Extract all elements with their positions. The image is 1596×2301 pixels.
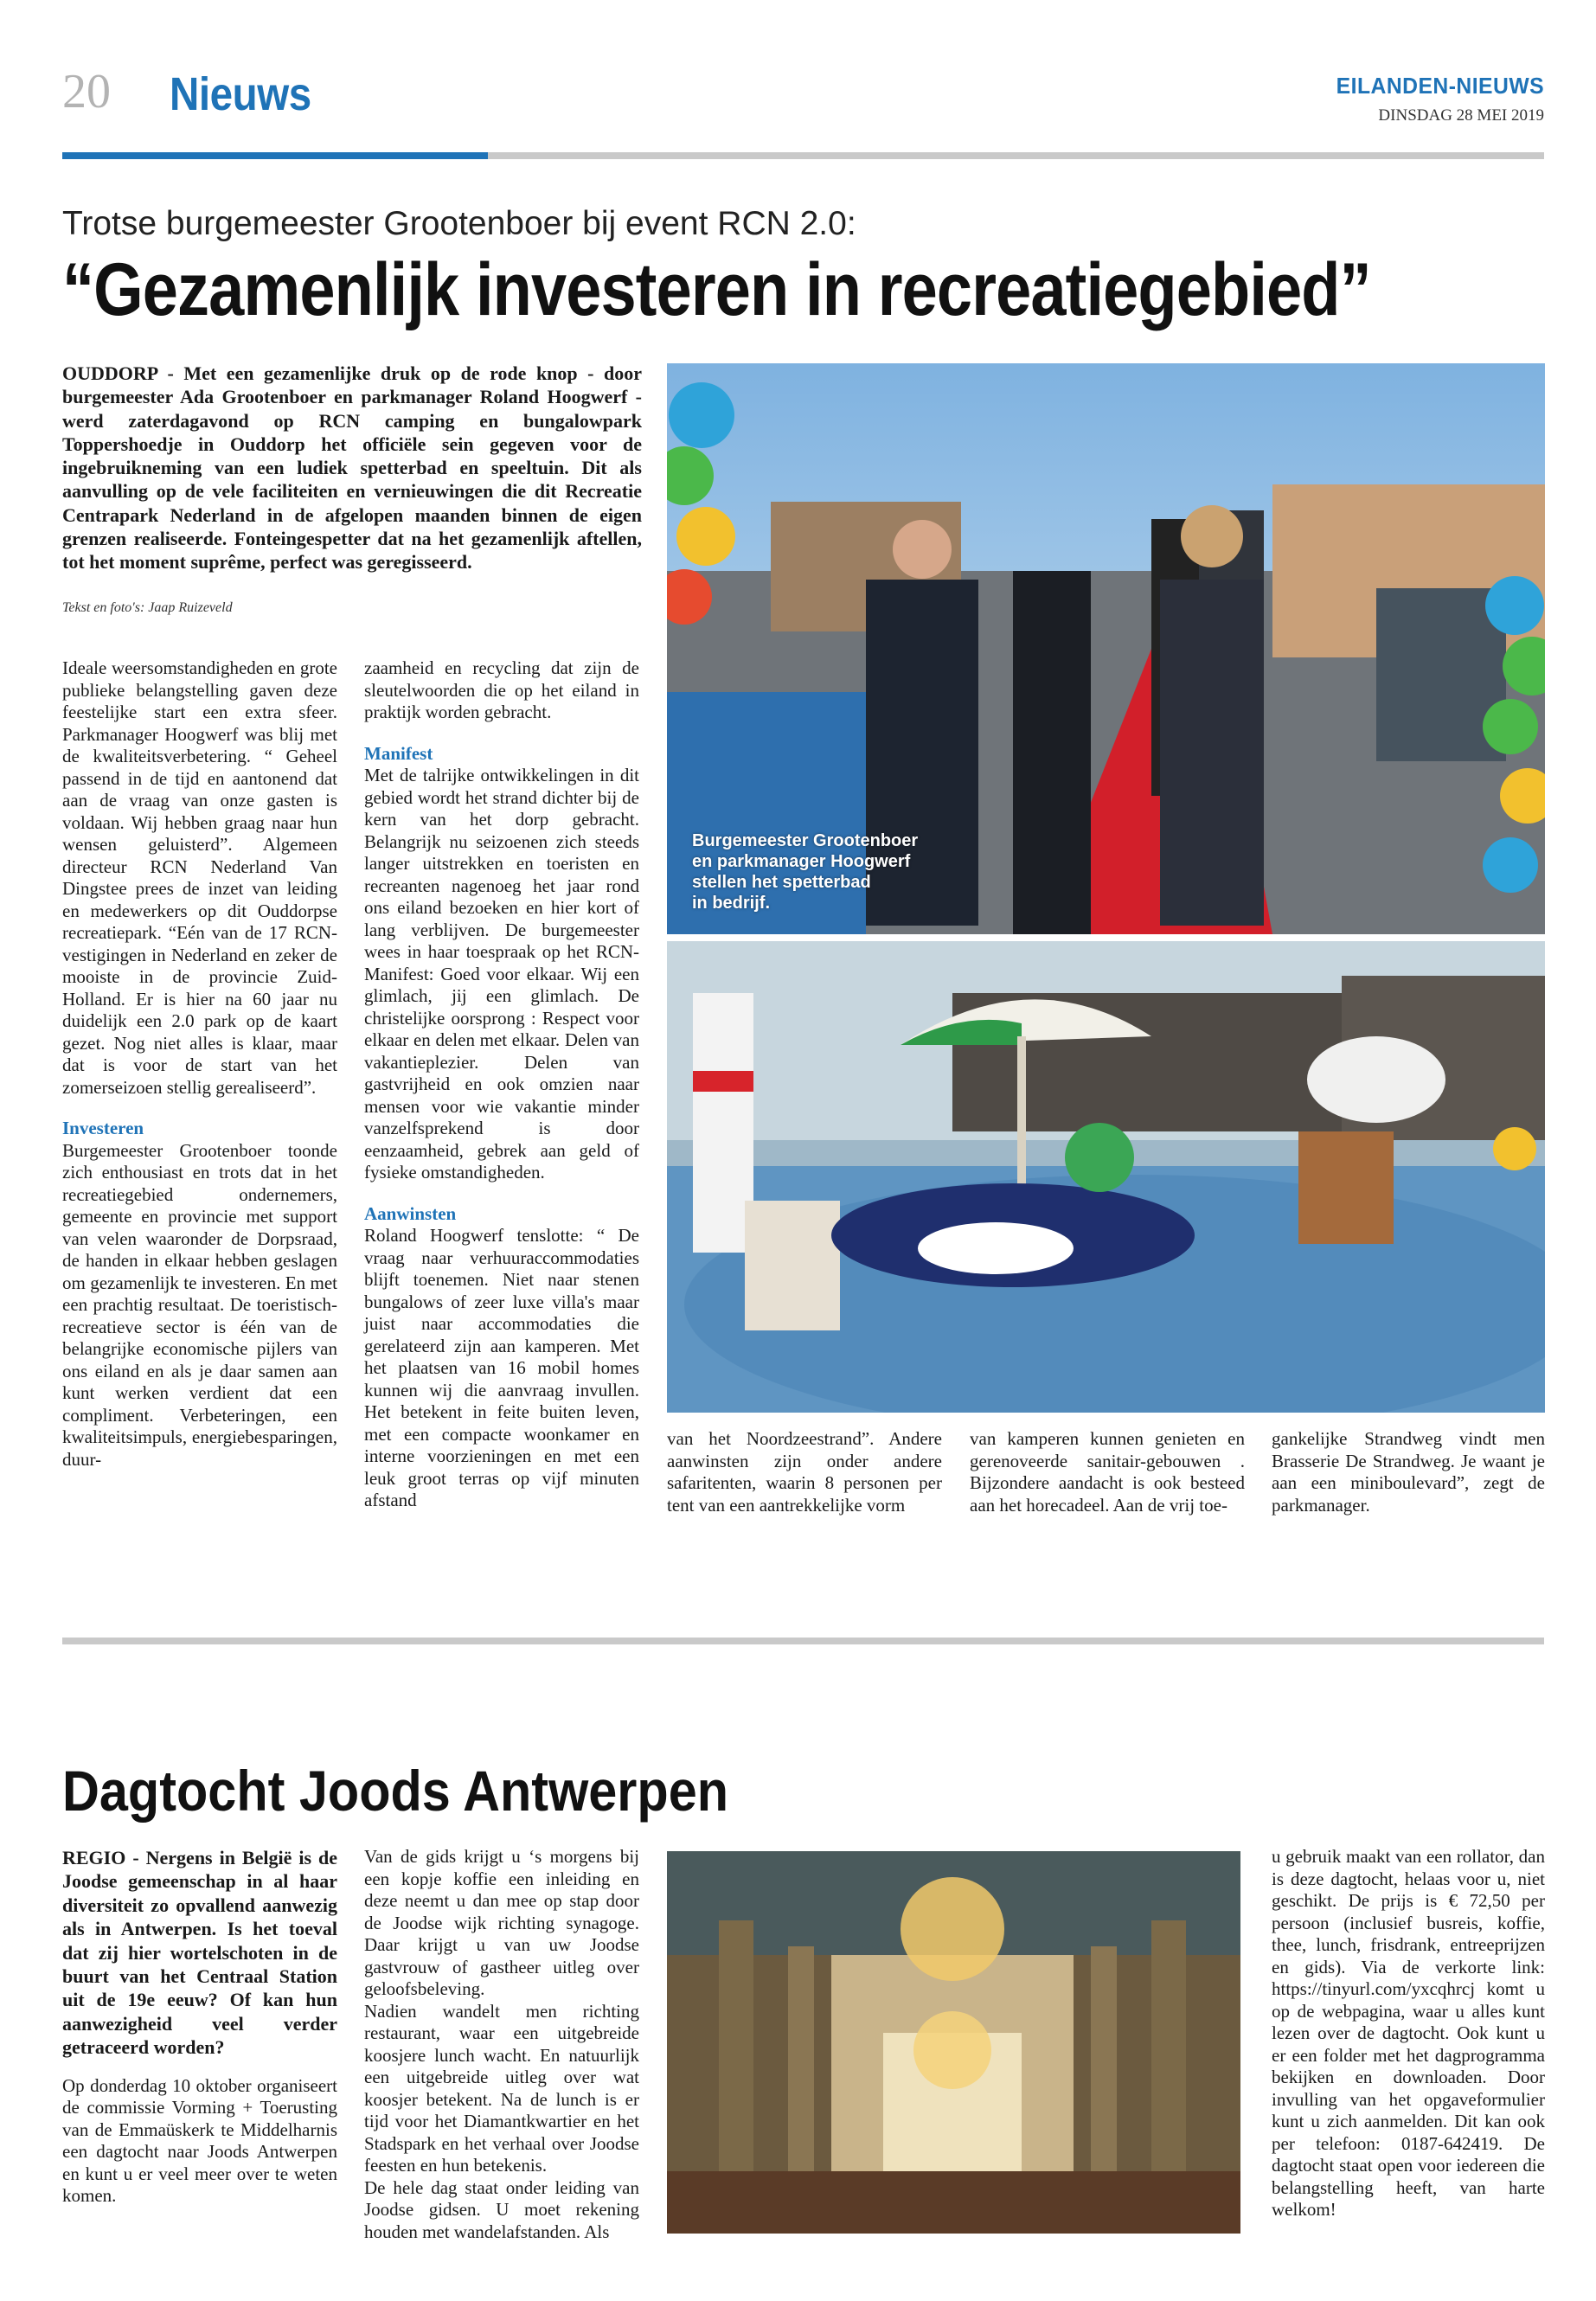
section-separator	[62, 1638, 1544, 1644]
article1-column-1	[62, 657, 337, 1471]
article1-column-5: gankelijke Strandweg vindt men Brasserie De Strandweg. Je waant je aan een miniboulevard”, zegt de parkmanager.	[1272, 1428, 1545, 1516]
publication-date: DINSDAG 28 MEI 2019	[1378, 106, 1544, 125]
paragraph: Nadien wandelt men richting restaurant, waar een uitgebreide koosjere lunch wacht. En natuurlijk een uitgebreide uitleg over wat koosjer betekent. Na de lunch is er tijd voor het Diamantkwartier en het Stadspark en het verhaal over Joodse feesten en hun betekenis.	[364, 2000, 639, 2176]
paragraph: Burgemeester Grootenboer toonde zich enthousiast en trots dat in het recreatiegebied ondernemers, gemeente en provincie met support van velen waaronder de Dorpsraad, de handen in elkaar hebben geslagen om gezamenlijk te investeren. En met een prachtig resultaat. De toeristisch-recreatieve sector is één van de belangrijke economische pijlers van ons eiland en als je daar samen aan kunt werken verdient dat een compliment. Verbeteringen, een kwaliteitsimpuls, energiebesparingen, duur-	[62, 1139, 337, 1470]
article1-column-3: van het Noordzeestrand”. Andere aanwinsten zijn onder andere safaritenten, waarin 8 personen per tent van een aantrekkelijke vorm	[667, 1428, 942, 1516]
article2-headline: Dagtocht Joods Antwerpen	[62, 1759, 729, 1823]
subhead-aanwinsten: Aanwinsten	[364, 1202, 457, 1224]
page-number: 20	[62, 65, 111, 119]
subhead-investeren: Investeren	[62, 1118, 144, 1138]
article1-lead: OUDDORP - Met een gezamenlijke druk op de rode knop - door burgemeester Ada Grootenboer en parkmanager Roland Hoogwerf - werd zaterdagavond op RCN camping en bungalowpark Toppershoedje in Ouddorp het officiële sein gegeven voor de ingebruikneming van een ludiek spetterbad en speeltuin. Dit als aanvulling op de vele faciliteiten en vernieuwingen die dit Recreatie Centrapark Nederland in de afgelopen maanden binnen de eigen grenzen realiseerde. Fonteingespetter dat na het gezamenlijk aftellen, tot het moment suprême, perfect was geregisseerd.	[62, 362, 642, 574]
article2-column-1	[62, 1846, 337, 2208]
photo-splash-pool	[667, 941, 1545, 1413]
paragraph: Roland Hoogwerf tenslotte: “ De vraag naar verhuuraccommodaties blijft toenemen. Niet naar stenen bungalows of zeer luxe villa's maar juist naar accommodaties die gerelateerd zijn aan kamperen. Met het plaatsen van 16 mobil homes kunnen wij die aanvraag invullen. Het betekent in feite buiten leven, met een compacte woonkamer en interne voorzieningen en met een leuk groot terras op vijf minuten afstand	[364, 1225, 639, 1510]
paragraph: zaamheid en recycling dat zijn de sleutelwoorden die op het eiland in praktijk worden gebracht.	[364, 657, 639, 722]
paragraph: Op donderdag 10 oktober organiseert de commissie Vorming + Toerusting van de Emmaüskerk te Middelharnis een dagtocht naar Joods Antwerpen en kunt u er veel meer over te weten komen.	[62, 2074, 337, 2207]
newspaper-logo: EILANDEN-NIEUWS	[1336, 73, 1544, 99]
subhead-manifest: Manifest	[364, 742, 433, 764]
article2-column-4: u gebruik maakt van een rollator, dan is deze dagtocht, helaas voor u, niet geschikt. De prijs is € 72,50 per persoon (inclusief busreis, koffie, thee, lunch, frisdrank, entreeprijzen en gids). Via de verkorte link: https://tinyurl.com/yxcqhrcj komt u op de webpagina, waar u alles kunt lezen over de dagtocht. Ook kunt u er een folder met het dagprogramma bekijken en downloaden. Door invulling van het opgaveformulier kunt u zich aanmelden. Dit kan ook per telefoon: 0187-642419. De dagtocht staat open voor iedereen die belangstelling heeft, van harte welkom!	[1272, 1846, 1545, 2220]
article1-headline: “Gezamenlijk investeren in recreatiegebied”	[62, 248, 1371, 331]
article2-column-2	[364, 1846, 639, 2243]
section-title: Nieuws	[170, 68, 311, 120]
article2-lead: REGIO - Nergens in België is de Joodse gemeenschap in al haar diversiteit zo opvallend aanwezig als in Antwerpen. Is het toeval dat zij hier wortelschoten in de buurt van het Centraal Station uit de 19e eeuw? Of kan hun aanwezigheid veel verder getraceerd worden?	[62, 1847, 337, 2059]
article1-kicker: Trotse burgemeester Grootenboer bij event RCN 2.0:	[62, 205, 856, 242]
paragraph: De hele dag staat onder leiding van Joodse gidsen. U moet rekening houden met wandelafstanden. Als	[364, 2176, 639, 2242]
header-rule-accent	[62, 152, 488, 159]
article1-column-4: van kamperen kunnen genieten en gerenoveerde sanitair-gebouwen . Bijzondere aandacht is ook besteed aan het horecadeel. Aan de vrij toe-	[970, 1428, 1245, 1516]
photo-synagogue-interior	[667, 1851, 1240, 2234]
paragraph: Van de gids krijgt u ‘s morgens bij een kopje koffie een inleiding en deze neemt u dan mee op stap door de Joodse wijk richting synagoge. Daar krijgt u van uw Joodse gastvrouw of gastheer uitleg over geloofsbeleving.	[364, 1846, 639, 1999]
article1-credit: Tekst en foto's: Jaap Ruizeveld	[62, 600, 233, 615]
article1-column-2	[364, 657, 639, 1512]
paragraph: Ideale weersomstandigheden en grote publieke belangstelling gaven deze feestelijke start een extra sfeer. Parkmanager Hoogwerf was blij met de kwaliteitsverbetering. “ Geheel passend in de tijd en aantonend dat aan de vraag van onze gasten is voldaan. Wij hebben graag naar hun wensen geluisterd”. Algemeen directeur RCN Nederland Van Dingstee prees de inzet van leiding en medewerkers op dit Ouddorpse recreatiepark. “Eén van de 17 RCN-vestigingen in Nederland en zeker de mooiste in de provincie Zuid-Holland. Er is hier na 60 jaar nu duidelijk een 2.0 park op de kaart gezet. Nog niet alles is klaar, maar dat is voor de start van het zomerseizoen stellig gerealiseerd”.	[62, 657, 337, 1098]
paragraph: Met de talrijke ontwikkelingen in dit gebied wordt het strand dichter bij de kern van het dorp gebracht. Belangrijk nu seizoenen zich steeds langer uitstrekken en toeristen en recreanten nagenoeg het jaar rond ons eiland bezoeken en hier kort of lang verblijven. De burgemeester wees in haar toespraak op het RCN-Manifest: Goed voor elkaar. Wij een glimlach, jij een glimlach. De christelijke oorsprong : Respect voor elkaar en delen met elkaar. Delen van vakantieplezier. Delen van gastvrijheid en ook omzien naar mensen voor wie vakantie minder vanzelfsprekend is door eenzaamheid, gebrek aan geld of fysieke omstandigheden.	[364, 765, 639, 1183]
photo-caption: Burgemeester Grootenboer en parkmanager Hoogwerf stellen het spetterbad in bedrijf.	[692, 831, 919, 913]
